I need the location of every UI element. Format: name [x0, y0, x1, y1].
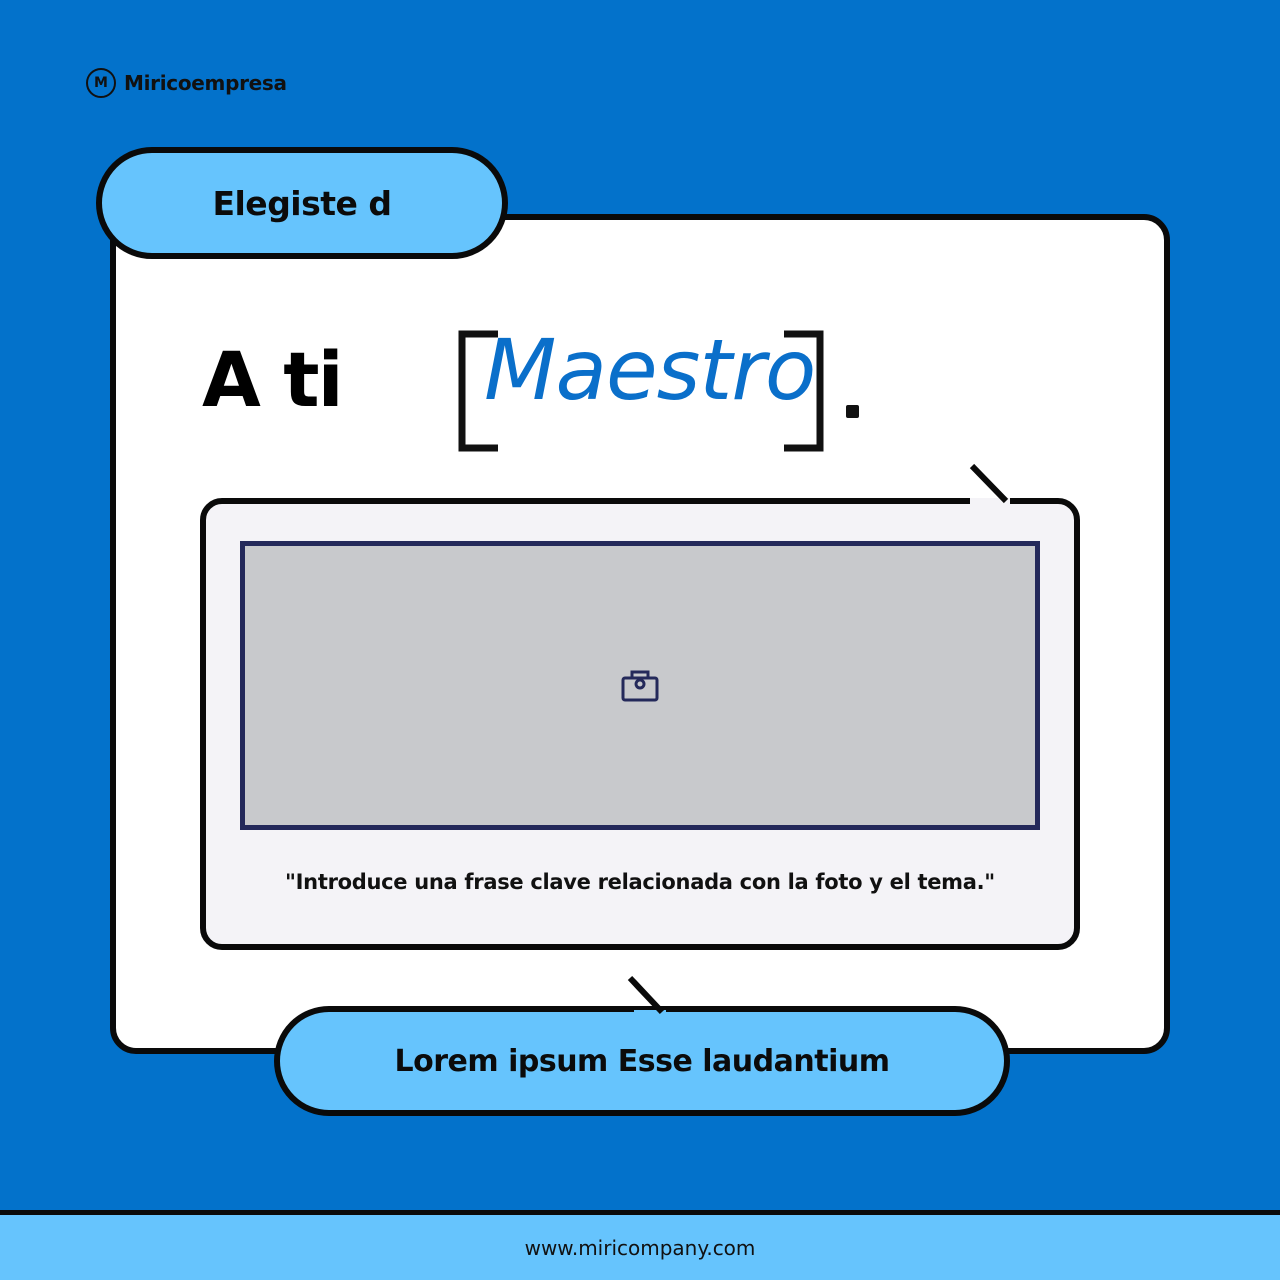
photo-placeholder[interactable] [240, 541, 1040, 830]
photo-caption: "Introduce una frase clave relacionada con la foto y el tema." [285, 870, 995, 894]
footer-url[interactable]: www.miricompany.com [524, 1235, 756, 1260]
bottom-pill [274, 1006, 1010, 1116]
title-tab-label: Elegiste d [212, 183, 392, 223]
right-bracket-icon [780, 330, 826, 452]
brand-name: Miricoempresa [124, 71, 287, 95]
headline-highlight: Maestro [484, 321, 816, 419]
inner-card-tail-icon [960, 460, 1020, 510]
title-tab [96, 147, 508, 259]
camera-icon [620, 668, 660, 704]
bottom-pill-label: Lorem ipsum Esse laudantium [394, 1043, 890, 1079]
headline-prefix: A ti [202, 335, 342, 424]
footer [0, 1210, 1280, 1280]
headline-period [846, 405, 859, 418]
bottom-pill-tail-icon [620, 972, 680, 1018]
brand-logo-icon: M [86, 68, 116, 98]
brand [86, 67, 287, 99]
